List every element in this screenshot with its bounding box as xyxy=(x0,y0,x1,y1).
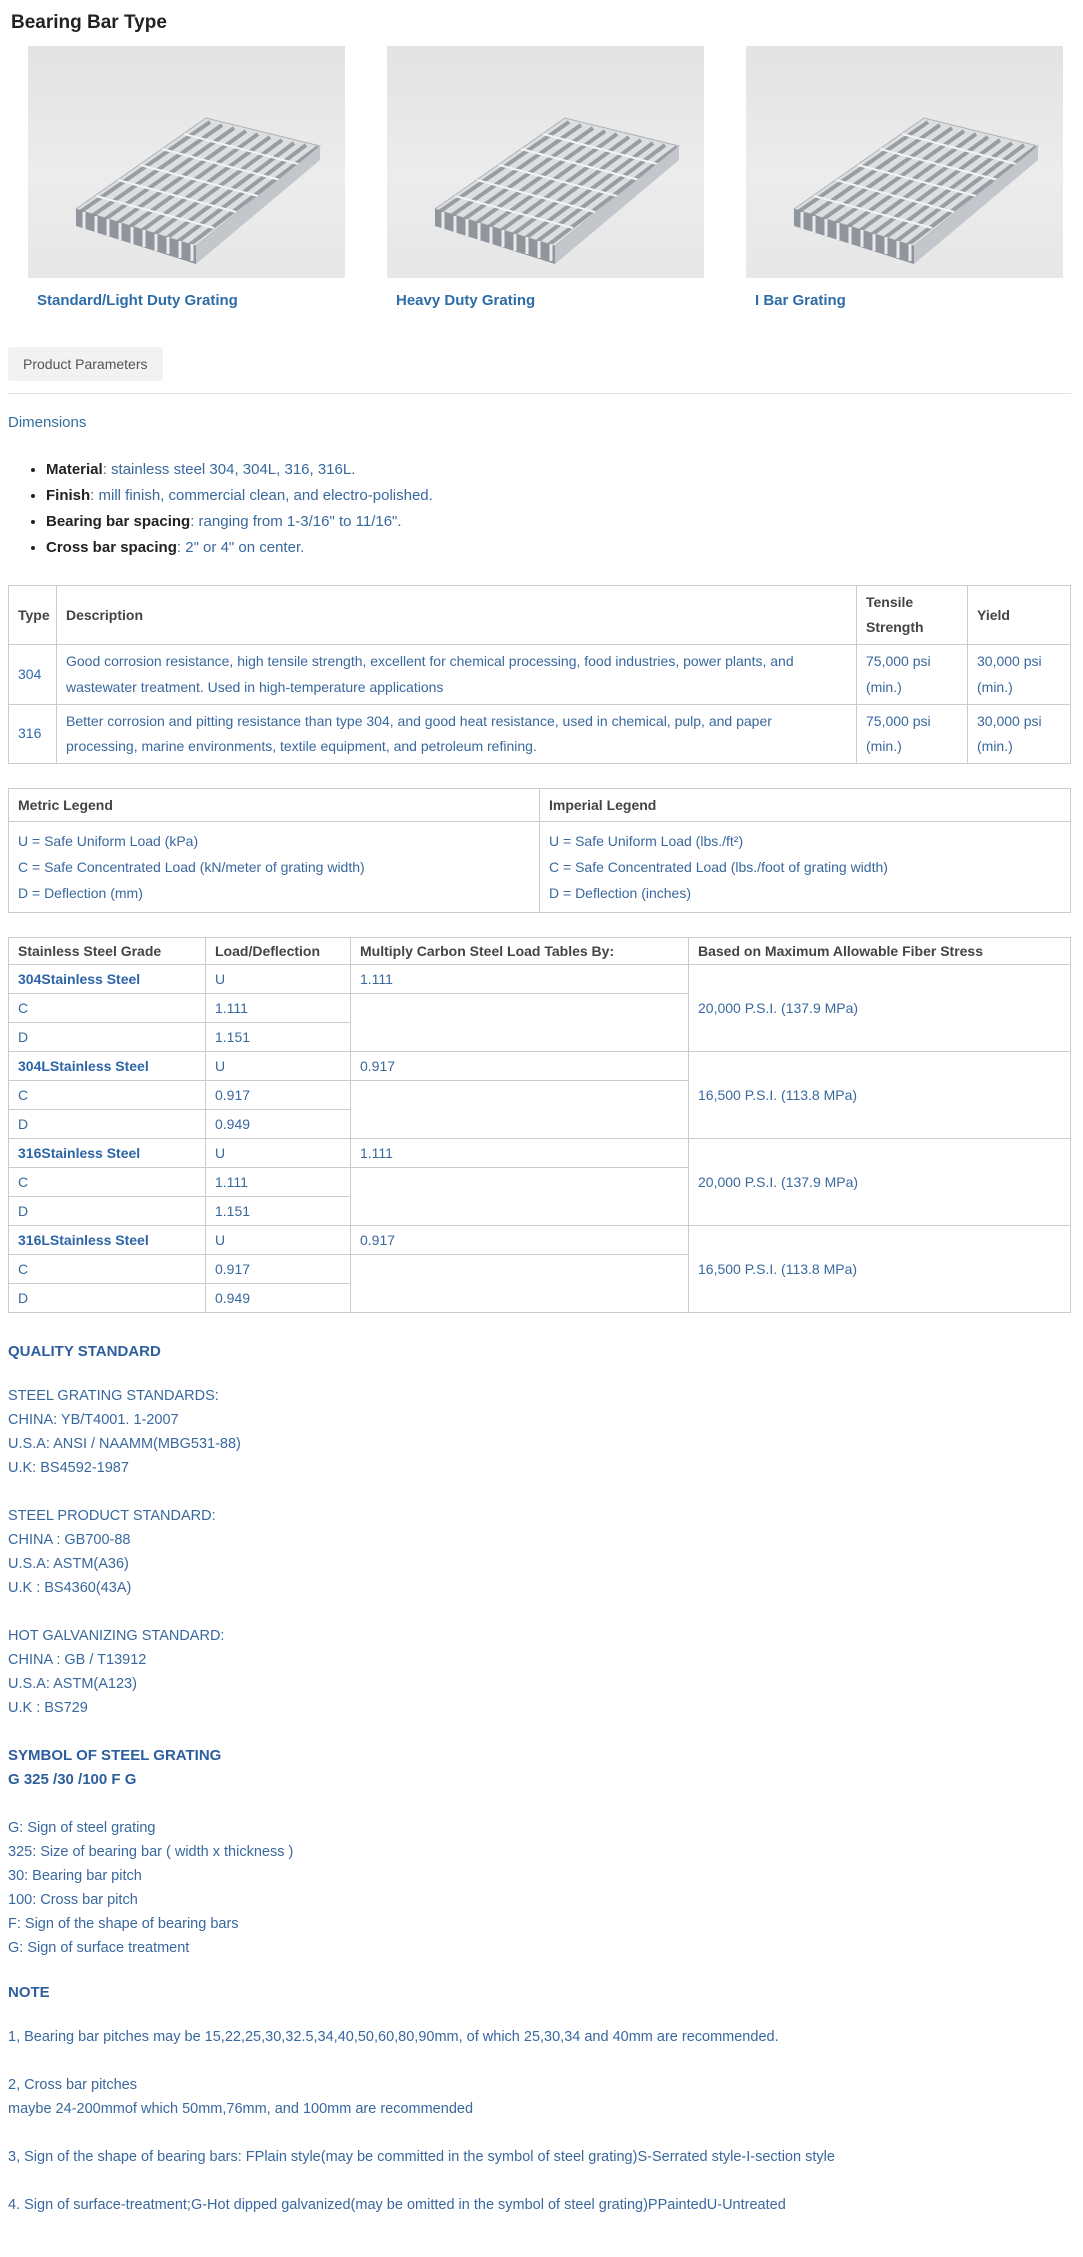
column-header: Yield xyxy=(968,586,1071,645)
table-row xyxy=(9,965,1071,994)
steel-product-standard-block xyxy=(8,1504,1071,1600)
grating-photo-i-bar xyxy=(746,46,1063,278)
standards-line: CHINA: YB/T4001. 1-2007 xyxy=(8,1412,179,1429)
legend-line: C = Safe Concentrated Load (kN/meter of grating width) xyxy=(18,859,365,876)
standards-line: U.K : BS4360(43A) xyxy=(8,1580,132,1597)
column-header: Multiply Carbon Steel Load Tables By: xyxy=(351,938,689,965)
standards-title: STEEL PRODUCT STANDARD: xyxy=(8,1508,216,1525)
yield-cell: 30,000 psi (min.) xyxy=(968,704,1071,763)
imperial-legend-cell xyxy=(540,822,1071,913)
empty-cell xyxy=(351,994,689,1052)
bullet-value: : stainless steel 304, 304L, 316, 316L. xyxy=(102,461,356,478)
product-caption: Standard/Light Duty Grating xyxy=(37,292,238,309)
tensile-cell: 75,000 psi (min.) xyxy=(857,704,968,763)
symbol-heading: SYMBOL OF STEEL GRATING xyxy=(8,1747,222,1765)
metric-legend-cell xyxy=(9,822,540,913)
bullet-label: Material xyxy=(46,461,103,478)
table-row xyxy=(9,1052,1071,1081)
description-cell: Better corrosion and pitting resistance than type 304, and good heat resistance, used in chemical, pulp, and paper processing, marine environments, textile equipment, and petroleum refining. xyxy=(57,704,857,763)
load-label-cell: U xyxy=(206,1226,351,1255)
fiber-stress-cell: 20,000 P.S.I. (137.9 MPa) xyxy=(689,965,1071,1052)
multiplier-cell: 0.917 xyxy=(206,1255,351,1284)
load-label-cell: C xyxy=(9,1255,206,1284)
multiplier-cell: 1.111 xyxy=(206,994,351,1023)
symbol-line: F: Sign of the shape of bearing bars xyxy=(8,1916,239,1933)
standards-line: U.S.A: ASTM(A123) xyxy=(8,1676,137,1693)
product-card xyxy=(28,46,345,309)
standards-line: CHINA : GB / T13912 xyxy=(8,1652,147,1669)
table-row xyxy=(9,822,1071,913)
bullet-label: Finish xyxy=(46,487,91,504)
standards-line: U.K : BS729 xyxy=(8,1700,88,1717)
grating-illustration xyxy=(746,46,1063,278)
multiplier-cell: 1.151 xyxy=(206,1023,351,1052)
multiplier-cell: 1.151 xyxy=(206,1197,351,1226)
tab-bar xyxy=(8,347,1071,381)
load-label-cell: C xyxy=(9,1081,206,1110)
empty-cell xyxy=(351,1168,689,1226)
multiplier-cell: 1.111 xyxy=(206,1168,351,1197)
product-caption: I Bar Grating xyxy=(755,292,846,309)
grating-photo-heavy-duty xyxy=(387,46,704,278)
column-header: Description xyxy=(57,586,857,645)
load-label-cell: D xyxy=(9,1023,206,1052)
symbol-section xyxy=(8,1744,1071,1960)
list-item xyxy=(46,483,1071,509)
load-label-cell: U xyxy=(206,965,351,994)
empty-cell xyxy=(351,1081,689,1139)
page-title: Bearing Bar Type xyxy=(11,12,167,33)
table-row xyxy=(9,645,1071,704)
metric-legend-header: Metric Legend xyxy=(9,789,540,822)
standards-line: CHINA : GB700-88 xyxy=(8,1532,131,1549)
empty-cell xyxy=(351,1255,689,1313)
type-cell: 304 xyxy=(9,645,57,704)
load-label-cell: U xyxy=(206,1052,351,1081)
description-cell: Good corrosion resistance, high tensile strength, excellent for chemical processing, food industries, power plants, and wastewater treatment. Used in high-temperature applications xyxy=(57,645,857,704)
tensile-cell: 75,000 psi (min.) xyxy=(857,645,968,704)
hot-galvanizing-standard-block xyxy=(8,1624,1071,1720)
legend-line: C = Safe Concentrated Load (lbs./foot of grating width) xyxy=(549,859,888,876)
grade-cell: 316LStainless Steel xyxy=(9,1226,206,1255)
product-card xyxy=(746,46,1063,309)
product-caption: Heavy Duty Grating xyxy=(396,292,536,309)
load-label-cell: D xyxy=(9,1110,206,1139)
load-label-cell: U xyxy=(206,1139,351,1168)
fiber-stress-cell: 20,000 P.S.I. (137.9 MPa) xyxy=(689,1139,1071,1226)
fiber-stress-cell: 16,500 P.S.I. (113.8 MPa) xyxy=(689,1226,1071,1313)
list-item xyxy=(46,509,1071,535)
grade-cell: 304Stainless Steel xyxy=(9,965,206,994)
bullet-value: : 2" or 4" on center. xyxy=(176,539,305,556)
legend-line: U = Safe Uniform Load (kPa) xyxy=(18,833,199,850)
yield-cell: 30,000 psi (min.) xyxy=(968,645,1071,704)
quality-standard-heading: QUALITY STANDARD xyxy=(8,1343,161,1361)
note-item: 2, Cross bar pitches xyxy=(8,2077,137,2094)
list-item xyxy=(46,457,1071,483)
standards-line: U.S.A: ASTM(A36) xyxy=(8,1556,129,1573)
column-header: Based on Maximum Allowable Fiber Stress xyxy=(689,938,1071,965)
load-label-cell: C xyxy=(9,994,206,1023)
grade-cell: 304LStainless Steel xyxy=(9,1052,206,1081)
multiplier-cell: 0.949 xyxy=(206,1284,351,1313)
note-item: 4. Sign of surface-treatment;G-Hot dipped galvanized(may be omitted in the symbol of steel grating)PPaintedU-Untreated xyxy=(8,2197,786,2214)
column-header: Type xyxy=(9,586,57,645)
tab-divider xyxy=(8,393,1071,394)
symbol-line: 325: Size of bearing bar ( width x thickness ) xyxy=(8,1844,294,1861)
symbol-line: G: Sign of steel grating xyxy=(8,1820,156,1837)
list-item xyxy=(46,535,1071,561)
grating-illustration xyxy=(387,46,704,278)
legend-table xyxy=(8,788,1071,913)
standards-line: U.K: BS4592-1987 xyxy=(8,1460,129,1477)
note-heading: NOTE xyxy=(8,1984,50,2002)
standards-line: U.S.A: ANSI / NAAMM(MBG531-88) xyxy=(8,1436,241,1453)
steel-type-table xyxy=(8,585,1071,764)
load-label-cell: C xyxy=(9,1168,206,1197)
standards-title: HOT GALVANIZING STANDARD: xyxy=(8,1628,225,1645)
symbol-line: 100: Cross bar pitch xyxy=(8,1892,138,1909)
grating-illustration xyxy=(28,46,345,278)
symbol-line: 30: Bearing bar pitch xyxy=(8,1868,142,1885)
steel-grating-standards-block xyxy=(8,1384,1071,1480)
symbol-code: G 325 /30 /100 F G xyxy=(8,1771,137,1789)
bullet-value: : ranging from 1-3/16" to 11/16". xyxy=(190,513,402,530)
symbol-explanations xyxy=(8,1816,1071,1960)
table-row xyxy=(9,1139,1071,1168)
note-item: 1, Bearing bar pitches may be 15,22,25,30,32.5,34,40,50,60,80,90mm, of which 25,30,34 and 40mm are recommended. xyxy=(8,2029,779,2046)
product-image-row xyxy=(28,46,1071,309)
note-item: maybe 24-200mmof which 50mm,76mm, and 100mm are recommended xyxy=(8,2101,474,2118)
column-header: Load/Deflection xyxy=(206,938,351,965)
bullet-label: Bearing bar spacing xyxy=(46,513,191,530)
note-item: 3, Sign of the shape of bearing bars: FPlain style(may be committed in the symbol of steel grating)S-Serrated style-I-section style xyxy=(8,2149,835,2166)
table-row xyxy=(9,704,1071,763)
legend-line: D = Deflection (inches) xyxy=(549,885,692,902)
standards-title: STEEL GRATING STANDARDS: xyxy=(8,1388,219,1405)
grating-photo-standard xyxy=(28,46,345,278)
column-header: Stainless Steel Grade xyxy=(9,938,206,965)
load-label-cell: D xyxy=(9,1197,206,1226)
tab-product-parameters[interactable]: Product Parameters xyxy=(8,347,163,381)
multiplier-cell: 1.111 xyxy=(351,965,689,994)
fiber-stress-cell: 16,500 P.S.I. (113.8 MPa) xyxy=(689,1052,1071,1139)
multiplier-cell: 0.917 xyxy=(351,1226,689,1255)
column-header: Tensile Strength xyxy=(857,586,968,645)
note-section xyxy=(8,2025,1071,2217)
type-cell: 316 xyxy=(9,704,57,763)
symbol-line: G: Sign of surface treatment xyxy=(8,1940,190,1957)
load-label-cell: D xyxy=(9,1284,206,1313)
legend-line: D = Deflection (mm) xyxy=(18,885,143,902)
imperial-legend-header: Imperial Legend xyxy=(540,789,1071,822)
table-row xyxy=(9,1226,1071,1255)
stainless-grade-table xyxy=(8,937,1071,1313)
multiplier-cell: 0.917 xyxy=(206,1081,351,1110)
grade-cell: 316Stainless Steel xyxy=(9,1139,206,1168)
multiplier-cell: 0.949 xyxy=(206,1110,351,1139)
legend-line: U = Safe Uniform Load (lbs./ft²) xyxy=(549,833,744,850)
dimensions-list xyxy=(46,457,1071,561)
dimensions-heading: Dimensions xyxy=(8,414,87,431)
product-card xyxy=(387,46,704,309)
bullet-label: Cross bar spacing xyxy=(46,539,177,556)
multiplier-cell: 1.111 xyxy=(351,1139,689,1168)
multiplier-cell: 0.917 xyxy=(351,1052,689,1081)
bullet-value: : mill finish, commercial clean, and electro-polished. xyxy=(90,487,433,504)
